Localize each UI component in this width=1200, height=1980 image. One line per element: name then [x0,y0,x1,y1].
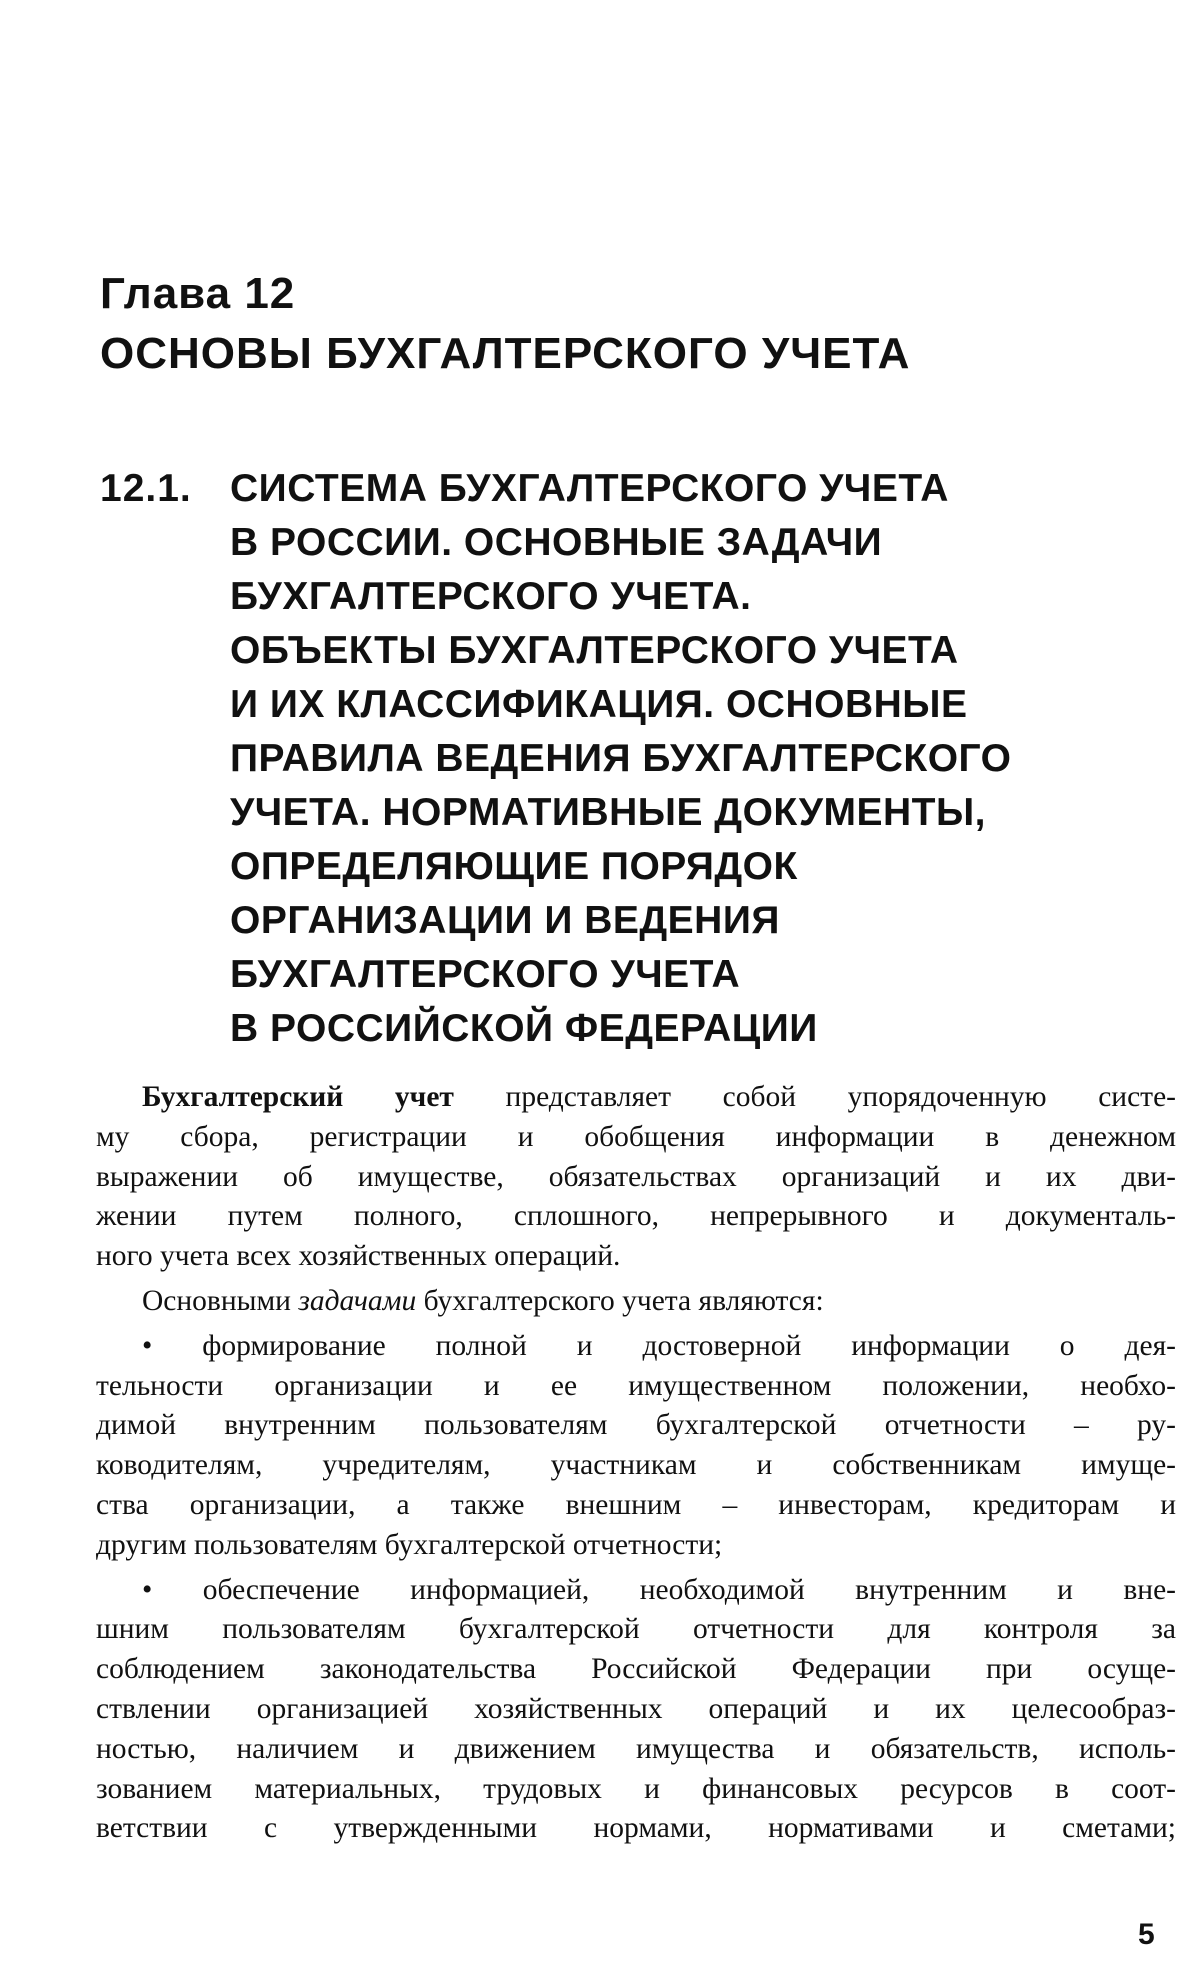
chapter-label: Глава 12 [100,269,296,318]
body-text [96,1078,1176,1854]
text-line: димой внутренним пользователям бухгалтерской отчетности – ру- [96,1409,1176,1442]
text-line [96,1078,1176,1118]
chapter-title: ОСНОВЫ БУХГАЛТЕРСКОГО УЧЕТА [100,329,911,378]
section-title-line: В РОССИИ. ОСНОВНЫЕ ЗАДАЧИ [230,521,883,564]
section-number: 12.1. [100,467,192,510]
list-item-provision [96,1571,1176,1850]
list-item-formation [96,1327,1176,1566]
text-line: • формирование полной и достоверной информации о дея- [142,1329,1176,1362]
text-line: тельности организации и ее имущественном положении, необхо- [96,1369,1176,1402]
section-title-line: БУХГАЛТЕРСКОГО УЧЕТА [230,953,741,996]
chapter-heading [100,268,1100,382]
page-number: 5 [1138,1918,1155,1951]
section-title-line: В РОССИЙСКОЙ ФЕДЕРАЦИИ [230,1007,818,1050]
section-title-line: ОБЪЕКТЫ БУХГАЛТЕРСКОГО УЧЕТА [230,629,959,672]
section-title [230,462,1150,1056]
text-line: ного учета всех хозяйственных операций. [96,1240,621,1273]
text-fragment: бухгалтерского учета являются: [416,1284,824,1317]
text-line: • обеспечение информацией, необходимой внутренним и вне- [142,1573,1176,1606]
emphasis-tasks: задачами [298,1284,417,1317]
text-line: ностью, наличием и движением имущества и обязательств, исполь- [96,1732,1176,1765]
text-line: выражении об имуществе, обязательствах организаций и их дви- [96,1160,1176,1193]
section-title-line: БУХГАЛТЕРСКОГО УЧЕТА. [230,575,752,618]
text-line: жении путем полного, сплошного, непрерывного и документаль- [96,1200,1176,1233]
section-title-line: ОРГАНИЗАЦИИ И ВЕДЕНИЯ [230,899,780,942]
section-title-line: ОПРЕДЕЛЯЮЩИЕ ПОРЯДОК [230,845,798,888]
text-fragment: представляет собой упорядоченную систе- [453,1081,1176,1113]
section-title-line: ПРАВИЛА ВЕДЕНИЯ БУХГАЛТЕРСКОГО [230,737,1012,780]
paragraph-definition [96,1078,1176,1277]
text-line: ствлении организацией хозяйственных операций и их целесообраз- [96,1692,1176,1725]
paragraph-tasks-intro [96,1282,1176,1322]
text-fragment: Основными [142,1284,299,1317]
term-accounting: Бухгалтерский учет [142,1081,454,1113]
section-title-line: СИСТЕМА БУХГАЛТЕРСКОГО УЧЕТА [230,467,949,510]
text-line: зованием материальных, трудовых и финансовых ресурсов в соот- [96,1772,1176,1805]
text-line: ства организации, а также внешним – инвесторам, кредиторам и [96,1488,1176,1521]
text-line: ветствии с утвержденными нормами, нормативами и сметами; [96,1812,1176,1845]
section-title-line: И ИХ КЛАССИФИКАЦИЯ. ОСНОВНЫЕ [230,683,968,726]
text-line: му сбора, регистрации и обобщения информации в денежном [96,1120,1176,1153]
text-line: другим пользователям бухгалтерской отчетности; [96,1528,723,1561]
text-line: ководителям, учредителям, участникам и собственникам имуще- [96,1449,1176,1482]
section-title-line: УЧЕТА. НОРМАТИВНЫЕ ДОКУМЕНТЫ, [230,791,986,834]
text-line: соблюдением законодательства Российской Федерации при осуще- [96,1653,1176,1686]
text-line: шним пользователям бухгалтерской отчетности для контроля за [96,1613,1176,1646]
text-line [96,1282,1176,1322]
